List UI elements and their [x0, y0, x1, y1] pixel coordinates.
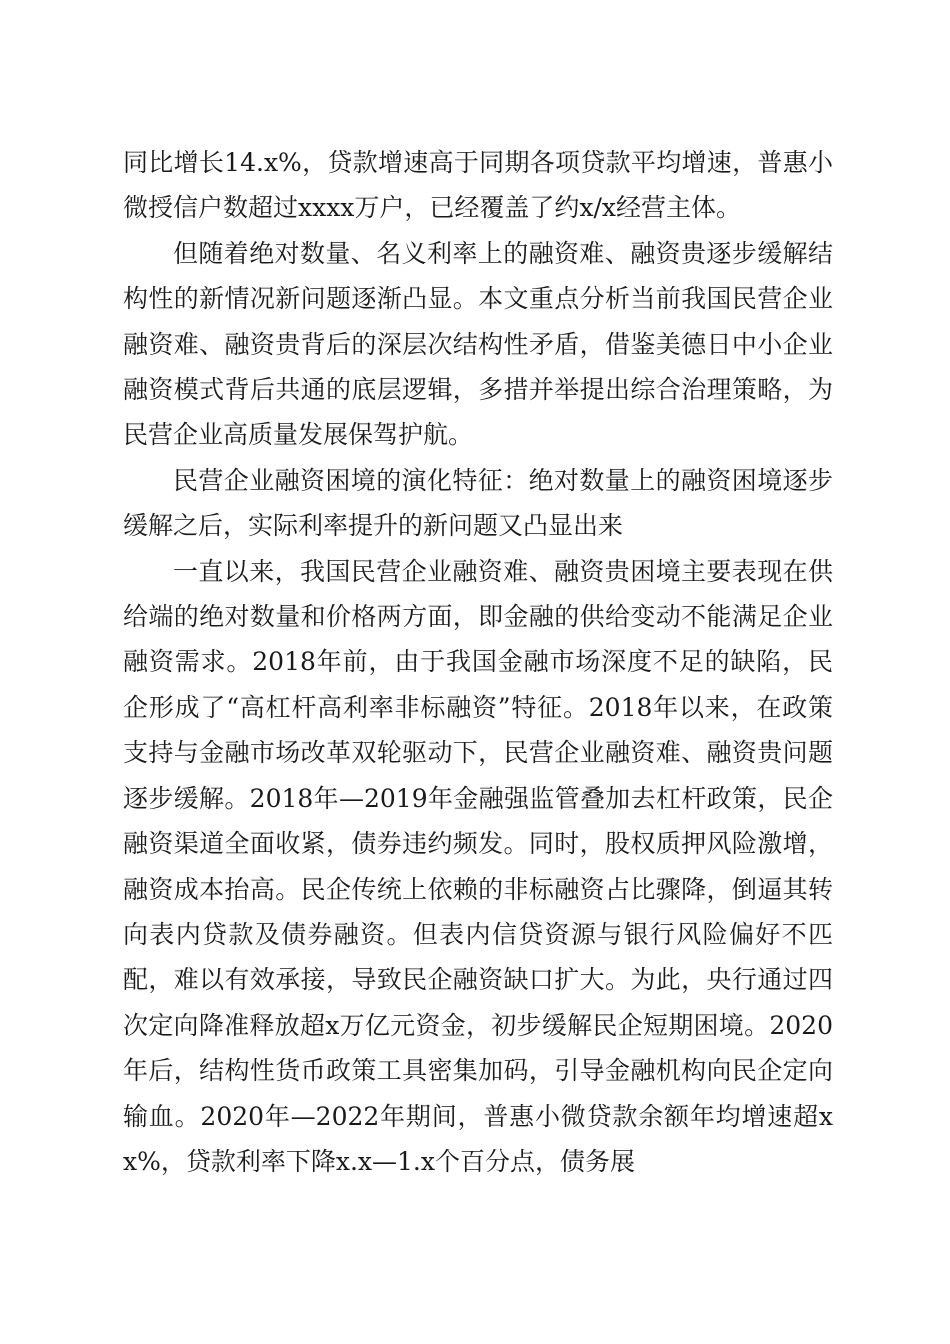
paragraph-structural-issues: 但随着绝对数量、名义利率上的融资难、融资贵逐步缓解结构性的新情况新问题逐渐凸显。本文重点分析当前我国民营企业融资难、融资贵背后的深层次结构性矛盾，借鉴美德日中小企业融资模式背后共通的底层逻辑，多措并举提出综合治理策略，为民营企业高质量发展保驾护航。: [123, 238, 833, 450]
paragraph-continuation: 同比增长14.x%，贷款增速高于同期各项贷款平均增速，普惠小微授信户数超过xxxx万户，已经覆盖了约x/x经营主体。: [123, 148, 833, 223]
paragraph-history: 一直以来，我国民营企业融资难、融资贵困境主要表现在供给端的绝对数量和价格两方面，即金融的供给变动不能满足企业融资需求。2018年前，由于我国金融市场深度不足的缺陷，民企形成了“高杠杆高利率非标融资”特征。2018年以来，在政策支持与金融市场改革双轮驱动下，民营企业融资难、融资贵问题逐步缓解。2018年—2019年金融强监管叠加去杠杆政策，民企融资渠道全面收紧，债券违约频发。同时，股权质押风险激增，融资成本抬高。民企传统上依赖的非标融资占比骤降，倒逼其转向表内贷款及债券融资。但表内信贷资源与银行风险偏好不匹配，难以有效承接，导致民企融资缺口扩大。为此，央行通过四次定向降准释放超x万亿元资金，初步缓解民企短期困境。2020年后，结构性货币政策工具密集加码，引导金融机构向民企定向输血。2020年—2022年期间，普惠小微贷款余额年均增速超xx%，贷款利率下降x.x—1.x个百分点，债务展: [123, 556, 833, 1176]
section-heading-evolution: 民营企业融资困境的演化特征：绝对数量上的融资困境逐步缓解之后，实际利率提升的新问题又凸显出来: [123, 465, 833, 541]
document-body: [123, 140, 833, 1184]
